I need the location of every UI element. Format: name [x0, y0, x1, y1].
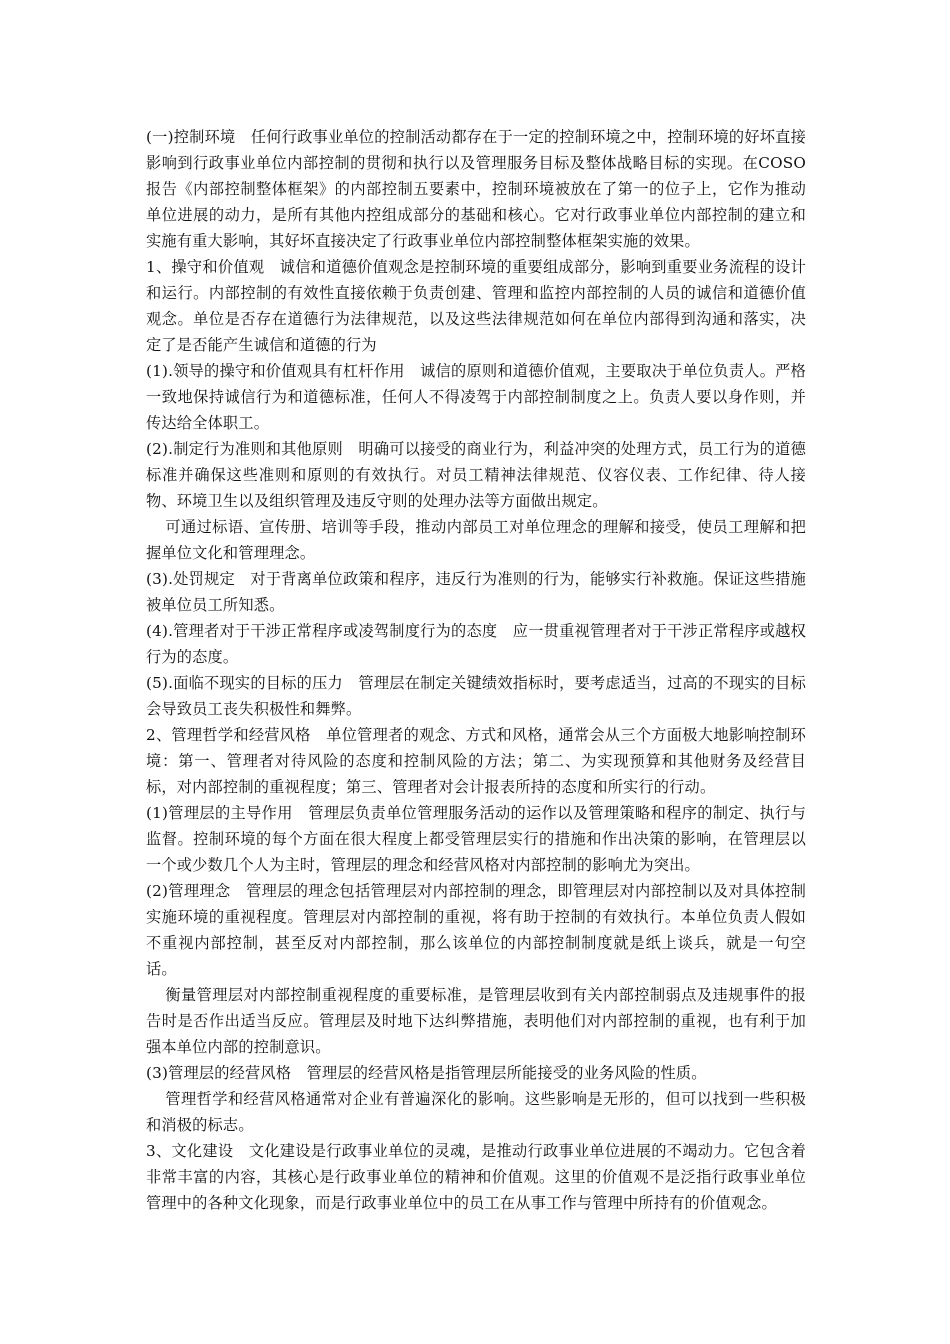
paragraph: 3、文化建设 文化建设是行政事业单位的灵魂，是推动行政事业单位进展的不竭动力。它包含着非常丰富的内容，其核心是行政事业单位的精神和价值观。这里的价值观不是泛指行政事业单位管理中的各种文化现象，而是行政事业单位中的员工在从事工作与管理中所持有的价值观念。 [146, 1142, 806, 1212]
paragraph: 衡量管理层对内部控制重视程度的重要标准，是管理层收到有关内部控制弱点及违规事件的报告时是否作出适当反应。管理层及时地下达纠弊措施，表明他们对内部控制的重视，也有利于加强本单位内部的控制意识。 [146, 986, 806, 1056]
paragraph: 1、操守和价值观 诚信和道德价值观念是控制环境的重要组成部分，影响到重要业务流程的设计和运行。内部控制的有效性直接依赖于负责创建、管理和监控内部控制的人员的诚信和道德价值观念。单位是否存在道德行为法律规范，以及这些法律规范如何在单位内部得到沟通和落实，决定了是否能产生诚信和道德的行为 [146, 258, 806, 354]
paragraph: (3).处罚规定 对于背离单位政策和程序，违反行为准则的行为，能够实行补救施。保证这些措施被单位员工所知悉。 [146, 570, 806, 614]
paragraph: 管理哲学和经营风格通常对企业有普遍深化的影响。这些影响是无形的，但可以找到一些积极和消极的标志。 [146, 1090, 806, 1134]
paragraph: 2、管理哲学和经营风格 单位管理者的观念、方式和风格，通常会从三个方面极大地影响控制环境：第一、管理者对待风险的态度和控制风险的方法；第二、为实现预算和其他财务及经营目标，对内部控制的重视程度；第三、管理者对会计报表所持的态度和所实行的行动。 [146, 726, 806, 796]
paragraph: (2).制定行为准则和其他原则 明确可以接受的商业行为，利益冲突的处理方式，员工行为的道德标准并确保这些准则和原则的有效执行。对员工精神法律规范、仪容仪表、工作纪律、待人接物、环境卫生以及组织管理及违反守则的处理办法等方面做出规定。 [146, 440, 806, 510]
document-body [146, 124, 806, 1216]
paragraph: (2)管理理念 管理层的理念包括管理层对内部控制的理念，即管理层对内部控制以及对具体控制实施环境的重视程度。管理层对内部控制的重视，将有助于控制的有效执行。本单位负责人假如不重视内部控制，甚至反对内部控制，那么该单位的内部控制制度就是纸上谈兵，就是一句空话。 [146, 882, 806, 978]
paragraph: (1).领导的操守和价值观具有杠杆作用 诚信的原则和道德价值观，主要取决于单位负责人。严格一致地保持诚信行为和道德标准，任何人不得凌驾于内部控制制度之上。负责人要以身作则，并传达给全体职工。 [146, 362, 806, 432]
paragraph: (5).面临不现实的目标的压力 管理层在制定关键绩效指标时，要考虑适当，过高的不现实的目标会导致员工丧失积极性和舞弊。 [146, 674, 806, 718]
paragraph: (3)管理层的经营风格 管理层的经营风格是指管理层所能接受的业务风险的性质。 [146, 1064, 707, 1082]
paragraph: (4).管理者对于干涉正常程序或凌驾制度行为的态度 应一贯重视管理者对于干涉正常程序或越权行为的态度。 [146, 622, 806, 666]
paragraph: 可通过标语、宣传册、培训等手段，推动内部员工对单位理念的理解和接受，使员工理解和把握单位文化和管理理念。 [146, 518, 806, 562]
paragraph: (1)管理层的主导作用 管理层负责单位管理服务活动的运作以及管理策略和程序的制定、执行与监督。控制环境的每个方面在很大程度上都受管理层实行的措施和作出决策的影响，在管理层以一个或少数几个人为主时，管理层的理念和经营风格对内部控制的影响尤为突出。 [146, 804, 806, 874]
paragraph: (一)控制环境 任何行政事业单位的控制活动都存在于一定的控制环境之中，控制环境的好坏直接影响到行政事业单位内部控制的贯彻和执行以及管理服务目标及整体战略目标的实现。在COSO报告《内部控制整体框架》的内部控制五要素中，控制环境被放在了第一的位子上，它作为推动单位进展的动力，是所有其他内控组成部分的基础和核心。它对行政事业单位内部控制的建立和实施有重大影响，其好坏直接决定了行政事业单位内部控制整体框架实施的效果。 [146, 128, 806, 250]
